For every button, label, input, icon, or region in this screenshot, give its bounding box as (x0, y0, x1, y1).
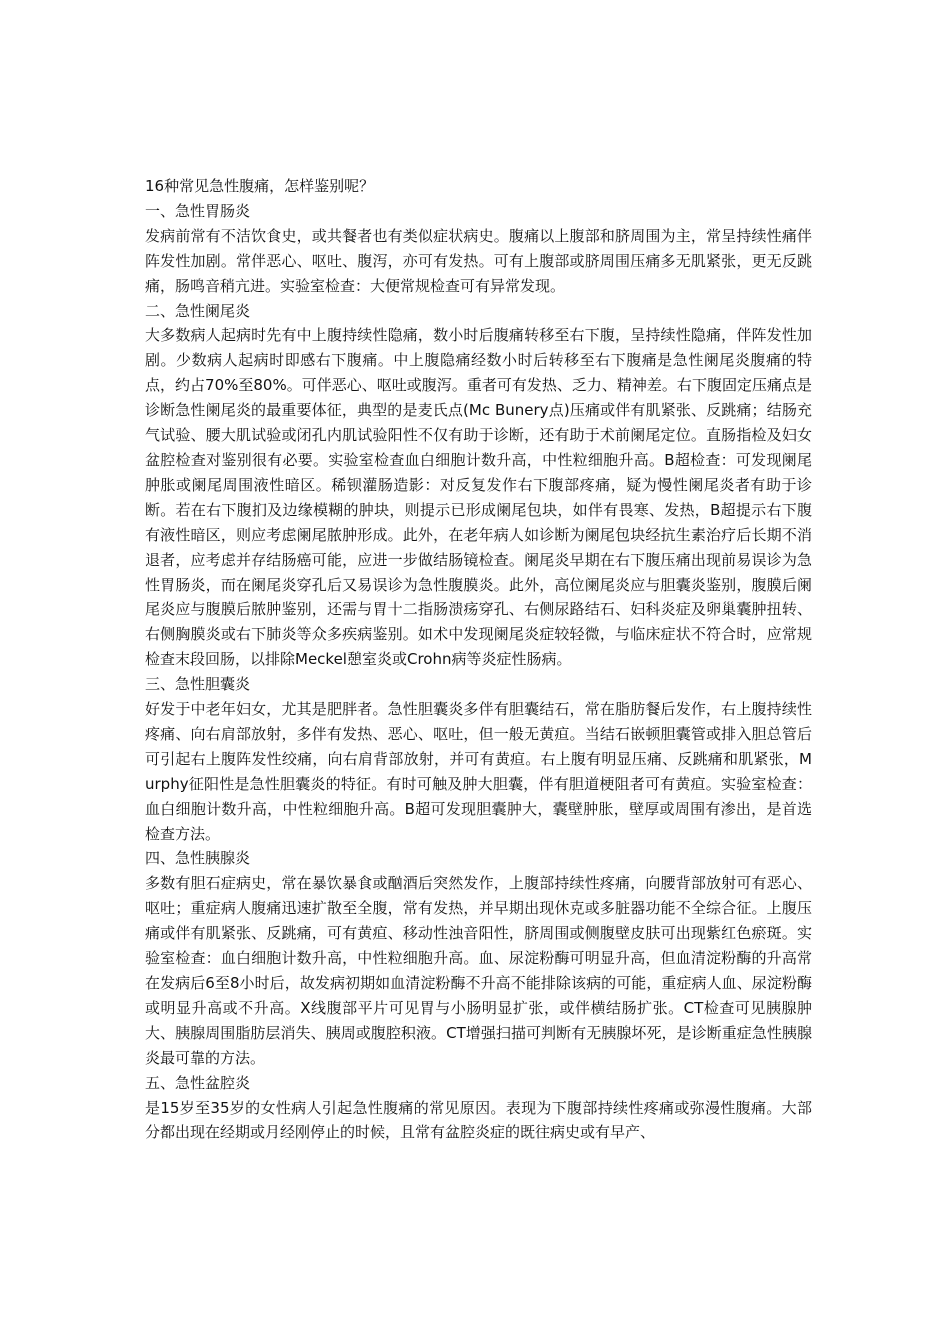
section-heading-pelvic-inflammatory: 五、急性盆腔炎 (145, 1073, 251, 1092)
section-body-appendicitis: 大多数病人起病时先有中上腹持续性隐痛，数小时后腹痛转移至右下腹，呈持续性隐痛，伴阵发性加剧。少数病人起病时即感右下腹痛。中上腹隐痛经数小时后转移至右下腹痛是急性阑尾炎腹痛的特点，约占70%至80%。可伴恶心、呕吐或腹泻。重者可有发热、乏力、精神差。右下腹固定压痛点是诊断急性阑尾炎的最重要体征，典型的是麦氏点(Mc Bunery点)压痛或伴有肌紧张、反跳痛；结肠充气试验、腰大肌试验或闭孔内肌试验阳性不仅有助于诊断，还有助于术前阑尾定位。直肠指检及妇女盆腔检查对鉴别很有必要。实验室检查血白细胞计数升高，中性粒细胞升高。B超检查：可发现阑尾肿胀或阑尾周围液性暗区。稀钡灌肠造影：对反复发作右下腹部疼痛，疑为慢性阑尾炎者有助于诊断。若在右下腹扪及边缘模糊的肿块，则提示已形成阑尾包块，如伴有畏寒、发热，B超提示右下腹有液性暗区，则应考虑阑尾脓肿形成。此外，在老年病人如诊断为阑尾包块经抗生素治疗后长期不消退者，应考虑并存结肠癌可能，应进一步做结肠镜检查。阑尾炎早期在右下腹压痛出现前易误诊为急性胃肠炎，而在阑尾炎穿孔后又易误诊为急性腹膜炎。此外，高位阑尾炎应与胆囊炎鉴别，腹膜后阑尾炎应与腹膜后脓肿鉴别，还需与胃十二指肠溃疡穿孔、右侧尿路结石、妇科炎症及卵巢囊肿扭转、右侧胸膜炎或右下肺炎等众多疾病鉴别。如术中发现阑尾炎症较轻微，与临床症状不符合时，应常规检查末段回肠，以排除Meckel憩室炎或Crohn病等炎症性肠病。 (145, 326, 812, 669)
document-title: 16种常见急性腹痛，怎样鉴别呢？ (145, 177, 375, 195)
section-heading-gastroenteritis: 一、急性胃肠炎 (145, 201, 251, 220)
section-body-cholecystitis: 好发于中老年妇女，尤其是肥胖者。急性胆囊炎多伴有胆囊结石，常在脂肪餐后发作，右上腹持续性疼痛、向右肩部放射，多伴有发热、恶心、呕吐，但一般无黄疸。当结石嵌顿胆囊管或排入胆总管后可引起右上腹阵发性绞痛，向右肩背部放射，并可有黄疸。右上腹有明显压痛、反跳痛和肌紧张，Murphy征阳性是急性胆囊炎的特征。有时可触及肿大胆囊，伴有胆道梗阻者可有黄疸。实验室检查：血白细胞计数升高，中性粒细胞升高。B超可发现胆囊肿大，囊壁肿胀，壁厚或周围有渗出，是首选检查方法。 (145, 700, 812, 843)
section-body-gastroenteritis: 发病前常有不洁饮食史，或共餐者也有类似症状病史。腹痛以上腹部和脐周围为主，常呈持续性痛伴阵发性加剧。常伴恶心、呕吐、腹泻，亦可有发热。可有上腹部或脐周围压痛多无肌紧张，更无反跳痛，肠鸣音稍亢进。实验室检查：大便常规检查可有异常发现。 (145, 226, 812, 295)
section-body-pelvic-inflammatory: 是15岁至35岁的女性病人引起急性腹痛的常见原因。表现为下腹部持续性疼痛或弥漫性腹痛。大部分都出现在经期或月经刚停止的时候，且常有盆腔炎症的既往病史或有早产、 (145, 1098, 812, 1142)
document-content (145, 174, 812, 1145)
section-heading-cholecystitis: 三、急性胆囊炎 (145, 675, 251, 694)
section-heading-pancreatitis: 四、急性胰腺炎 (145, 849, 251, 868)
section-body-pancreatitis: 多数有胆石症病史，常在暴饮暴食或酗酒后突然发作，上腹部持续性疼痛，向腰背部放射可有恶心、呕吐；重症病人腹痛迅速扩散至全腹，常有发热，并早期出现休克或多脏器功能不全综合征。上腹压痛或伴有肌紧张、反跳痛，可有黄疸、移动性浊音阳性，脐周围或侧腹壁皮肤可出现紫红色瘀斑。实验室检查：血白细胞计数升高，中性粒细胞升高。血、尿淀粉酶可明显升高，但血清淀粉酶的升高常在发病后6至8小时后，故发病初期如血清淀粉酶不升高不能排除该病的可能，重症病人血、尿淀粉酶或明显升高或不升高。X线腹部平片可见胃与小肠明显扩张，或伴横结肠扩张。CT检查可见胰腺肿大、胰腺周围脂肪层消失、胰周或腹腔积液。CT增强扫描可判断有无胰腺坏死，是诊断重症急性胰腺炎最可靠的方法。 (145, 874, 812, 1067)
section-heading-appendicitis: 二、急性阑尾炎 (145, 301, 251, 320)
